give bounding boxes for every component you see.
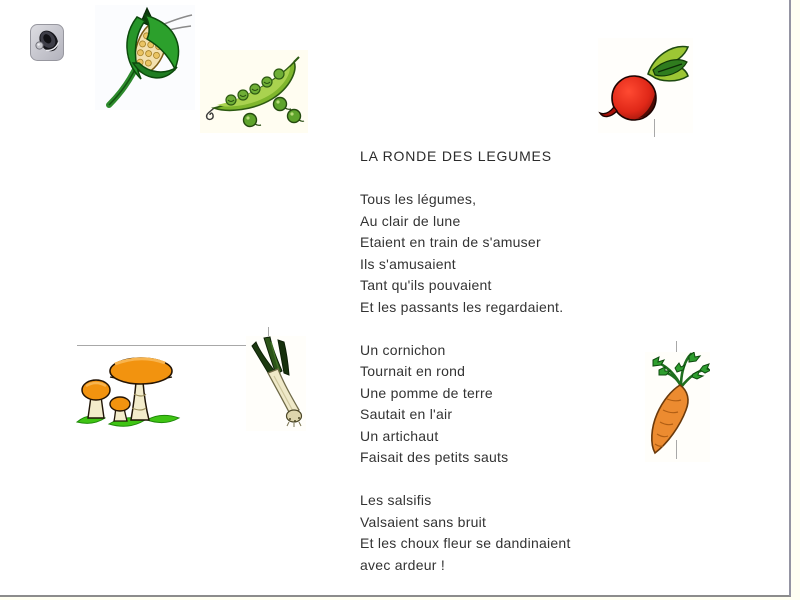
pea-pod-clipart [200, 50, 308, 133]
leek-clipart [246, 336, 306, 431]
pea-pod-image [200, 50, 308, 133]
radish-image [598, 38, 693, 133]
stanza-gap [360, 168, 660, 190]
poem-line: Les salsifis [360, 492, 432, 508]
poem-line: Un cornichon [360, 341, 446, 358]
poem-line: Au clair de lune [360, 212, 461, 229]
poem-text-block [360, 146, 660, 576]
audio-speaker-button[interactable] [30, 24, 64, 61]
mushrooms-clipart [75, 350, 183, 430]
poem-line: Tant qu'ils pouvaient [360, 277, 492, 293]
poem-line: Faisait des petits sauts [360, 449, 509, 465]
poem-line: Valsaient sans bruit [360, 513, 487, 530]
crop-mark-radish [654, 119, 655, 137]
poem-line: Un artichaut [360, 427, 439, 444]
poem-line: Et les passants les regardaient. [360, 298, 564, 315]
poem-line: Tournait en rond [360, 363, 466, 379]
poem-line: Ils s'amusaient [360, 255, 456, 272]
mushrooms-image [75, 350, 183, 430]
corn-clipart [95, 5, 195, 110]
crop-mark-carrot-bottom [676, 440, 677, 459]
poem-line: Sautait en l'air [360, 406, 453, 422]
poem-title: LA RONDE DES LEGUMES [360, 148, 552, 164]
crop-mark-horizontal [77, 345, 252, 346]
poem-line: Une pomme de terre [360, 384, 493, 401]
stanza-gap [360, 318, 660, 340]
speaker-icon [30, 48, 64, 65]
poem-line: Et les choux fleur se dandinaient [360, 535, 571, 551]
leek-image [246, 336, 306, 431]
poem-line: Tous les légumes, [360, 191, 477, 207]
stanza-gap [360, 469, 660, 491]
corn-image [95, 5, 195, 110]
radish-clipart [598, 38, 693, 133]
poem-line: Etaient en train de s'amuser [360, 234, 541, 250]
poem-line: avec ardeur ! [360, 556, 445, 573]
